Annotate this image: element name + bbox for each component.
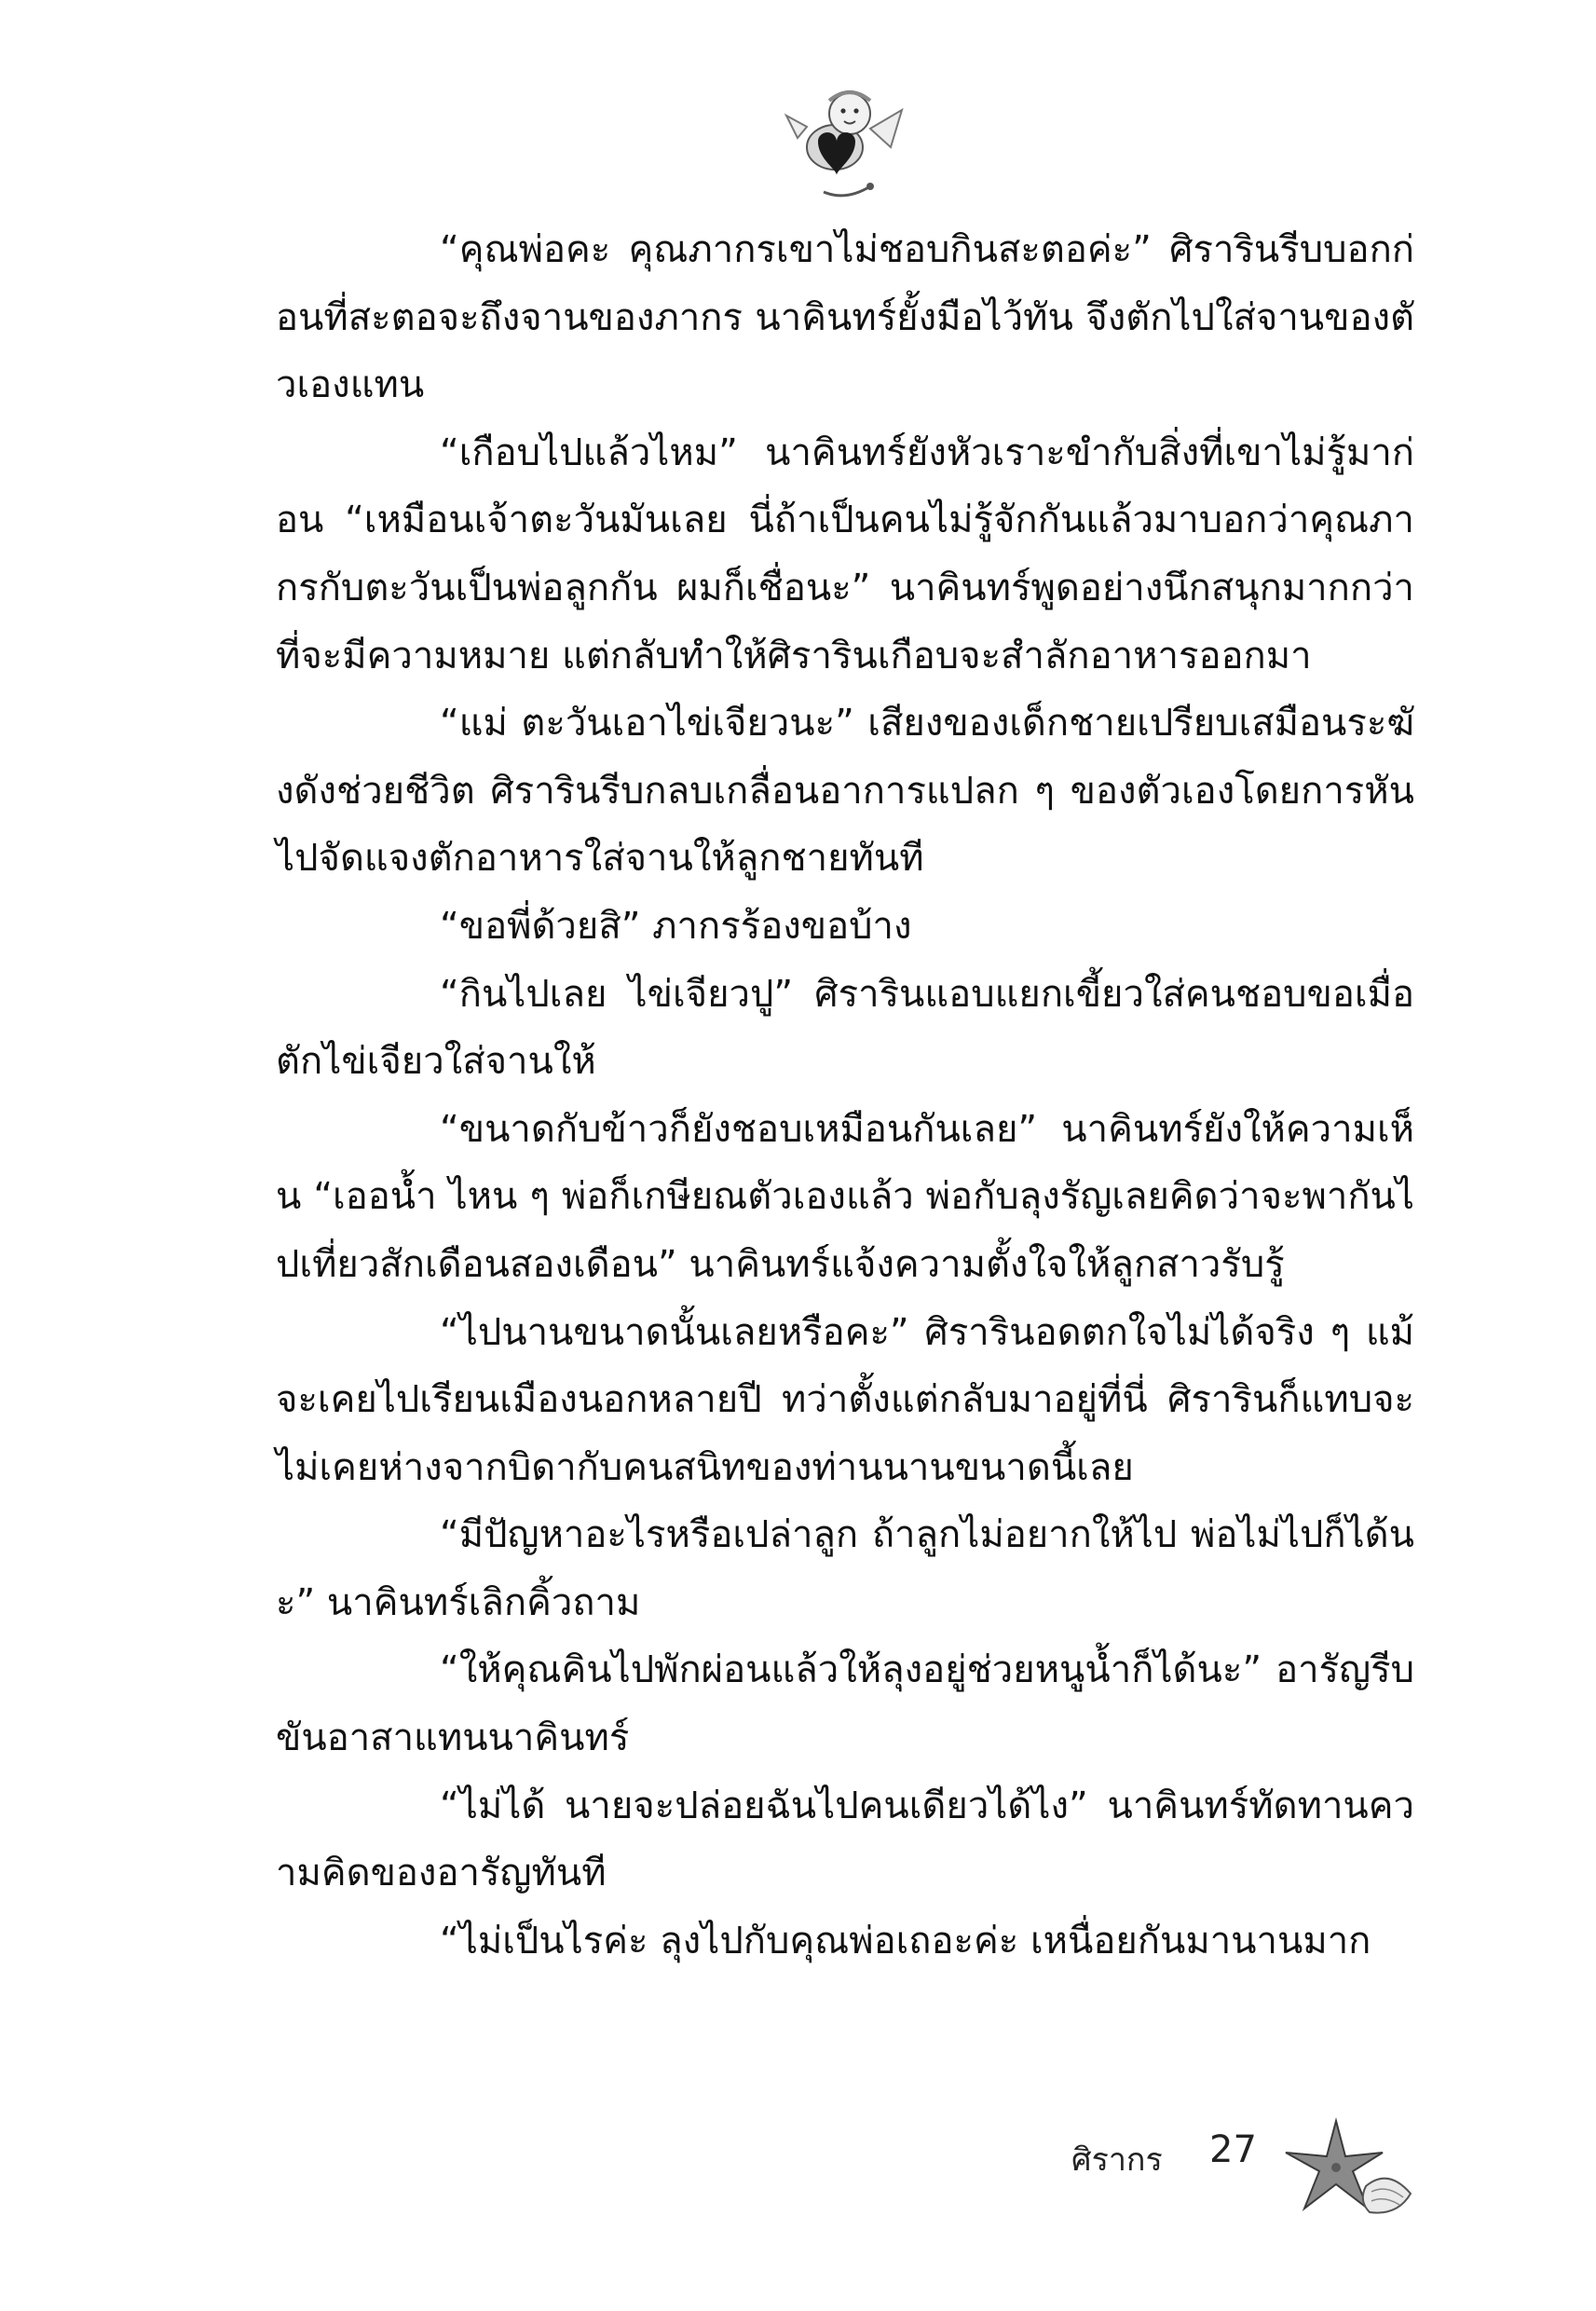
book-title: ศิรากร: [1071, 2141, 1163, 2179]
page-number: 27: [1209, 2128, 1257, 2171]
paragraph-3: “แม่ ตะวันเอาไข่เจียวนะ” เสียงของเด็กชายเปรียบเสมือนระฆังดังช่วยชีวิต ศิรารินรีบกลบเกลื่อนอาการแปลก ๆ ของตัวเองโดยการหันไปจัดแจงตักอาหารใส่จานให้ลูกชายทันที: [276, 702, 1414, 881]
cupid-heart-ornament: [781, 82, 911, 208]
paragraph-4: “ขอพี่ด้วยสิ” ภากรร้องขอบ้าง: [440, 904, 912, 948]
paragraph-6: “ขนาดกับข้าวก็ยังชอบเหมือนกันเลย” นาคินทร์ยังให้ความเห็น “เออน้ำ ไหน ๆ พ่อก็เกษียณตัวเองแล้ว พ่อกับลุงรัญเลยคิดว่าจะพากันไปเที่ยวสักเดือนสองเดือน” นาคินทร์แจ้งความตั้งใจให้ลูกสาวรับรู้: [276, 1107, 1414, 1286]
paragraph-5: “กินไปเลย ไข่เจียวปู” ศิรารินแอบแยกเขี้ยวใส่คนชอบขอเมื่อตักไข่เจียวใส่จานให้: [276, 972, 1414, 1084]
starfish-shell-icon: [1278, 2115, 1418, 2222]
paragraph-7: “ไปนานขนาดนั้นเลยหรือคะ” ศิรารินอดตกใจไม่ได้จริง ๆ แม้จะเคยไปเรียนเมืองนอกหลายปี ทว่าตั้งแต่กลับมาอยู่ที่นี่ ศิรารินก็แทบจะไม่เคยห่างจากบิดากับคนสนิทของท่านนานขนาดนี้เลย: [276, 1310, 1414, 1489]
paragraph-2: “เกือบไปแล้วไหม” นาคินทร์ยังหัวเราะขำกับสิ่งที่เขาไม่รู้มาก่อน “เหมือนเจ้าตะวันมันเลย นี่ถ้าเป็นคนไม่รู้จักกันแล้วมาบอกว่าคุณภากรกับตะวันเป็นพ่อลูกกัน ผมก็เชื่อนะ” นาคินทร์พูดอย่างนึกสนุกมากกว่าที่จะมีความหมาย แต่กลับทำให้ศิรารินเกือบจะสำลักอาหารออกมา: [276, 431, 1414, 677]
paragraph-11: “ไม่เป็นไรค่ะ ลุงไปกับคุณพ่อเถอะค่ะ เหนื่อยกันมานานมาก: [440, 1919, 1371, 1962]
page-footer: [1071, 2115, 1425, 2199]
paragraph-8: “มีปัญหาอะไรหรือเปล่าลูก ถ้าลูกไม่อยากให้ไป พ่อไม่ไปก็ได้นะ” นาคินทร์เลิกคิ้วถาม: [276, 1513, 1414, 1624]
paragraph-10: “ไม่ได้ นายจะปล่อยฉันไปคนเดียวได้ไง” นาคินทร์ทัดทานความคิดของอารัญทันที: [276, 1784, 1414, 1895]
paragraph-9: “ให้คุณคินไปพักผ่อนแล้วให้ลุงอยู่ช่วยหนูน้ำก็ได้นะ” อารัญรีบขันอาสาแทนนาคินทร์: [276, 1648, 1414, 1760]
story-text: [276, 216, 1414, 1975]
paragraph-1: “คุณพ่อคะ คุณภากรเขาไม่ชอบกินสะตอค่ะ” ศิรารินรีบบอกก่อนที่สะตอจะถึงจานของภากร นาคินทร์ยั้งมือไว้ทัน จึงตักไปใส่จานของตัวเองแทน: [276, 228, 1414, 407]
